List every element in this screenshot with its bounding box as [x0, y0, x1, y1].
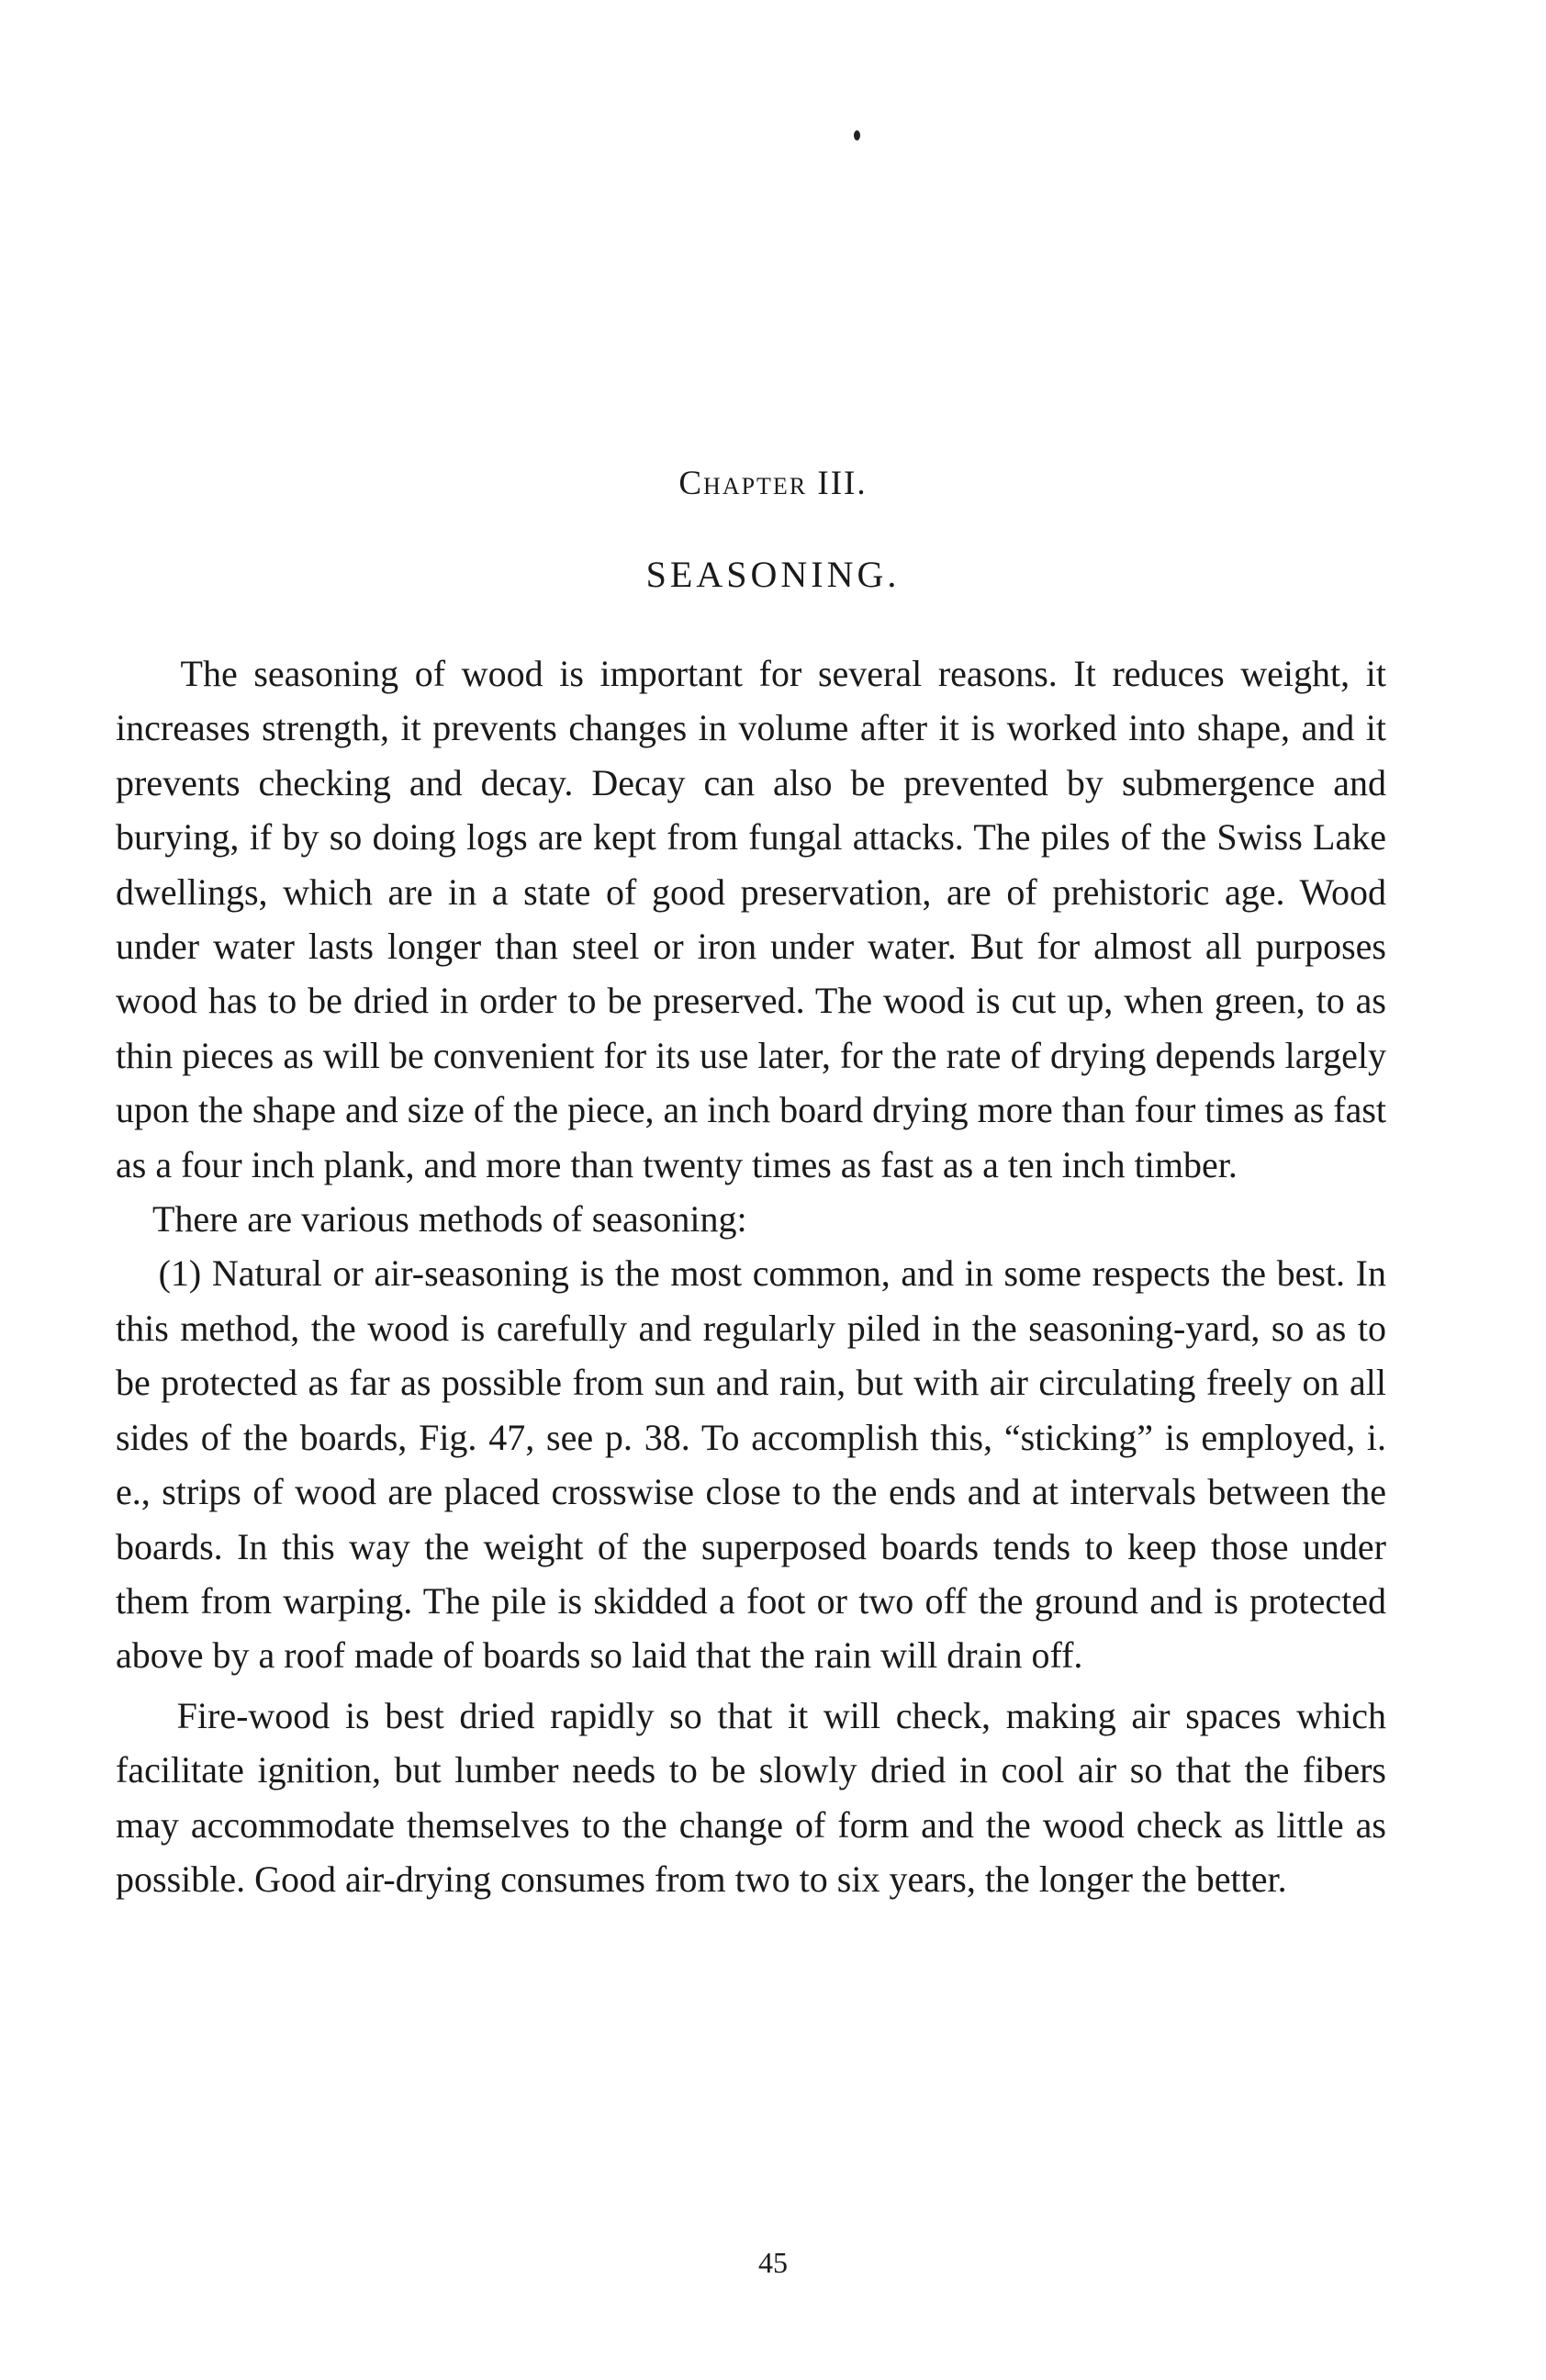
- ink-speck: [854, 130, 860, 140]
- chapter-number: Chapter III.: [678, 465, 868, 502]
- paragraph-air-seasoning: (1) Natural or air-seasoning is the most common, and in some respects the best. In this method, the wood is carefully and regularly piled in the seasoning-yard, so as to be protected as far as possible from sun and rain, but with air circulating freely on all sides of the boards, Fig. 47, see p. 38. To accomplish this, “sticking” is employed, i. e., strips of wood are placed crosswise close to the ends and at intervals between the boards. In this way the weight of the superposed boards tends to keep those under them from warping. The pile is skidded a foot or two off the ground and is protected above by a roof made of boards so laid that the rain will drain off.: [116, 1252, 1396, 1677]
- chapter-title: SEASONING.: [645, 554, 901, 595]
- body-text: [116, 646, 1396, 1906]
- page-number: 45: [758, 2246, 788, 2279]
- paragraph-fire-wood: Fire-wood is best dried rapidly so that it will check, making air spaces which facilitate ignition, but lumber needs to be slowly dried in cool air so that the fibers may accommodate themselves to the change of form and the wood check as little as possible. Good air-drying consumes from two to six years, the longer the better.: [116, 1694, 1396, 1900]
- paragraph-methods: There are various methods of seasoning:: [116, 1198, 747, 1241]
- paragraph-intro: The seasoning of wood is important for several reasons. It reduces weight, it increases strength, it prevents changes in volume after it is worked into shape, and it prevents checking and decay. Decay can also be prevented by submergence and burying, if by so doing logs are kept from fungal attacks. The piles of the Swiss Lake dwellings, which are in a state of good preservation, are of prehistoric age. Wood under water lasts longer than steel or iron under water. But for almost all purposes wood has to be dried in order to be preserved. The wood is cut up, when green, to as thin pieces as will be convenient for its use later, for the rate of drying depends largely upon the shape and size of the piece, an inch board drying more than four times as fast as a four inch plank, and more than twenty times as fast as a ten inch timber.: [116, 653, 1396, 1185]
